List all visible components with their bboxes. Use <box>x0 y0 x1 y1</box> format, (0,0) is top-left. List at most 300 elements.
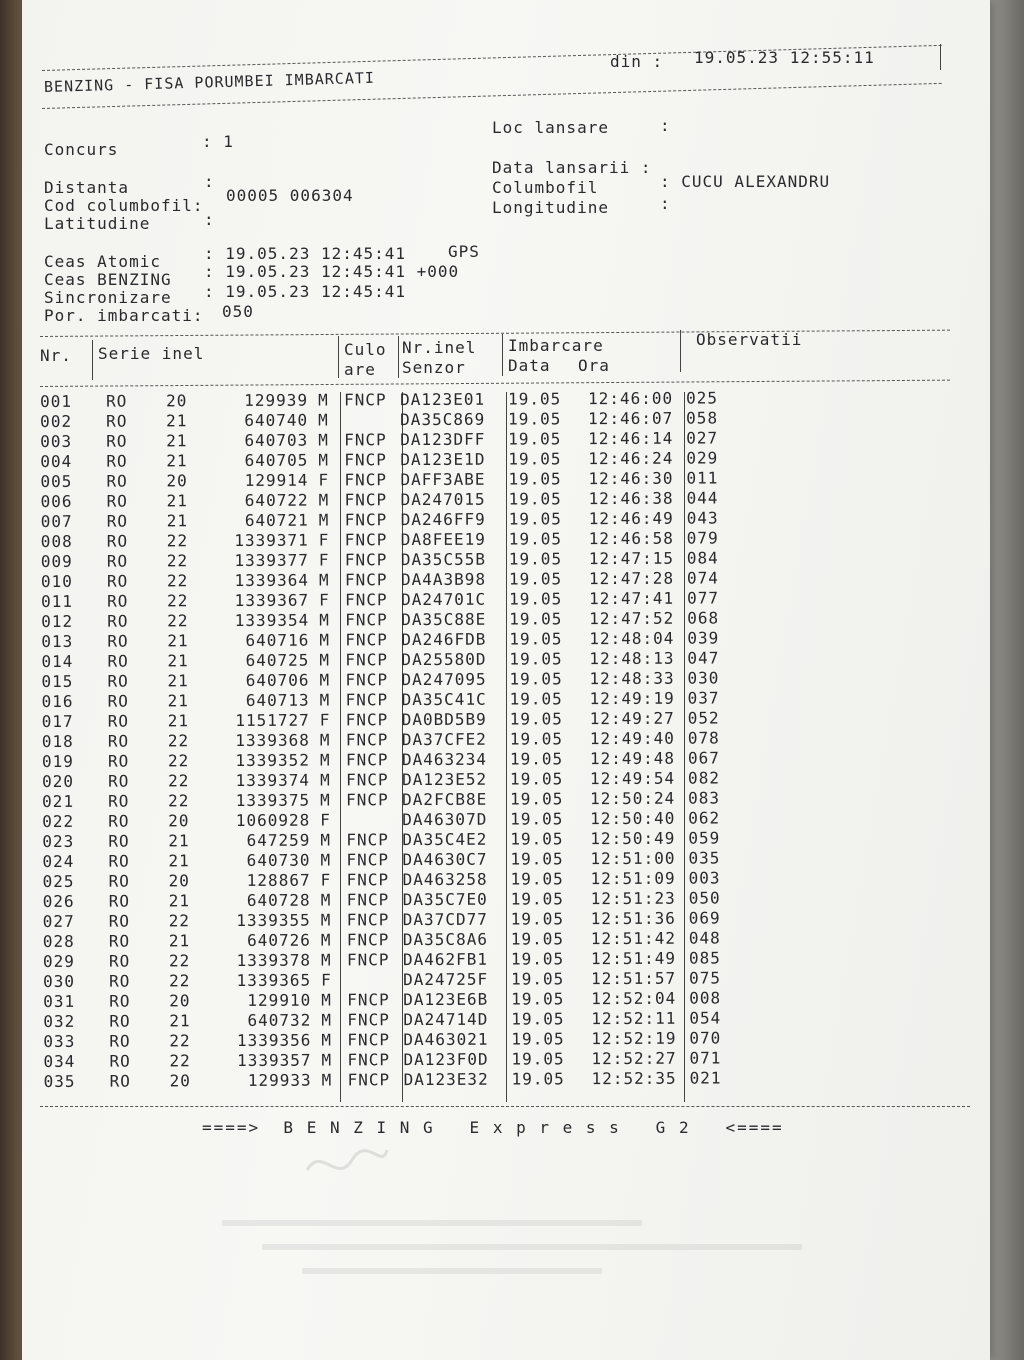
row-color: FNCP <box>345 590 388 610</box>
col-header-nr: Nr. <box>40 346 72 365</box>
row-color: FNCP <box>345 630 388 650</box>
row-year: 21 <box>166 431 188 451</box>
row-country: RO <box>105 391 128 411</box>
row-color: FNCP <box>345 690 389 710</box>
row-date: 19.05 <box>510 789 564 809</box>
row-color: FNCP <box>347 990 390 1010</box>
row-date: 19.05 <box>511 1029 565 1049</box>
row-sensor: DA123E01 <box>399 389 486 410</box>
row-sensor: DA24701C <box>401 589 487 610</box>
row-obs: 043 <box>686 508 719 528</box>
row-sex: M <box>319 610 330 630</box>
row-year: 20 <box>168 811 190 831</box>
row-ring: 129910 <box>247 990 312 1010</box>
row-nr: 005 <box>40 471 73 491</box>
row-sensor: DA35C7E0 <box>402 889 488 910</box>
row-nr: 016 <box>41 691 74 711</box>
row-country: RO <box>109 1051 131 1071</box>
row-date: 19.05 <box>510 889 564 909</box>
row-sensor: DA46307D <box>402 809 488 830</box>
row-time: 12:46:00 <box>587 388 674 409</box>
row-sensor: DA463021 <box>403 1029 489 1050</box>
col-header-culoare-2: are <box>344 360 376 379</box>
row-date: 19.05 <box>510 949 565 969</box>
row-year: 21 <box>168 931 191 951</box>
row-year: 22 <box>167 611 189 631</box>
row-time: 12:52:04 <box>591 988 677 1009</box>
row-sex: F <box>318 550 330 570</box>
row-country: RO <box>109 1011 131 1031</box>
row-ring: 1339354 <box>234 610 310 630</box>
row-color: FNCP <box>347 1050 391 1070</box>
concurs-label: Concurs <box>44 140 119 159</box>
row-time: 12:51:00 <box>590 848 676 869</box>
data-lansarii-label: Data lansarii : <box>492 158 652 177</box>
row-year: 22 <box>166 531 189 551</box>
din-value: 19.05.23 12:55:11 <box>694 48 875 67</box>
col-divider-4 <box>502 334 503 376</box>
row-country: RO <box>106 451 128 471</box>
row-sex: M <box>321 1050 333 1070</box>
row-obs: 037 <box>687 688 720 708</box>
row-obs: 021 <box>689 1068 722 1088</box>
row-obs: 071 <box>689 1048 722 1068</box>
row-year: 21 <box>169 1011 191 1031</box>
row-date: 19.05 <box>508 569 563 589</box>
row-time: 12:46:07 <box>588 408 674 429</box>
row-country: RO <box>107 691 129 711</box>
row-country: RO <box>108 831 130 851</box>
row-country: RO <box>106 471 128 491</box>
row-ring: 1339378 <box>236 950 312 970</box>
row-time: 12:46:38 <box>588 488 674 509</box>
row-ring: 640732 <box>247 1010 312 1030</box>
row-color: FNCP <box>345 670 389 690</box>
row-color: FNCP <box>346 870 390 890</box>
ceas-atomic-suffix: GPS <box>448 242 480 261</box>
row-nr: 010 <box>40 571 73 591</box>
row-ring: 640726 <box>247 930 311 950</box>
row-sex: M <box>319 650 331 670</box>
row-year: 21 <box>167 691 189 711</box>
row-year: 22 <box>168 791 190 811</box>
row-nr: 027 <box>42 911 75 931</box>
row-time: 12:49:48 <box>589 748 676 769</box>
report-title: BENZING - FISA PORUMBEI IMBARCATI <box>43 68 376 96</box>
row-sensor: DA246FF9 <box>400 509 486 530</box>
row-sensor: DA247095 <box>401 669 487 690</box>
row-sex: F <box>318 470 330 490</box>
row-country: RO <box>106 491 128 511</box>
row-ring: 640705 <box>244 450 309 470</box>
row-ring: 1339375 <box>235 790 311 810</box>
row-sensor: DA463258 <box>402 869 488 890</box>
row-time: 12:46:24 <box>588 448 674 469</box>
row-date: 19.05 <box>511 989 565 1009</box>
row-year: 20 <box>168 871 190 891</box>
row-ring: 640706 <box>245 670 310 690</box>
row-country: RO <box>109 1031 131 1051</box>
row-obs: 067 <box>687 748 720 768</box>
table-header-top-rule <box>40 330 950 337</box>
row-sex: M <box>319 750 331 770</box>
row-ring: 129914 <box>244 470 309 490</box>
row-time: 12:50:24 <box>590 788 676 809</box>
row-sex: M <box>320 910 332 930</box>
row-country: RO <box>108 811 130 831</box>
row-year: 21 <box>166 411 188 431</box>
row-time: 12:47:28 <box>588 568 675 589</box>
row-nr: 021 <box>42 791 75 811</box>
row-ring: 640728 <box>246 890 311 910</box>
row-color: FNCP <box>345 770 389 790</box>
row-country: RO <box>106 431 128 451</box>
row-color: FNCP <box>346 790 389 810</box>
row-sensor: DA35C55B <box>400 549 486 570</box>
row-country: RO <box>107 611 129 631</box>
row-year: 20 <box>166 471 188 491</box>
row-year: 22 <box>168 951 191 971</box>
row-sex: M <box>318 570 330 590</box>
row-color: FNCP <box>346 890 390 910</box>
longitudine-label: Longitudine <box>492 198 609 217</box>
row-time: 12:49:54 <box>589 768 676 789</box>
row-sensor: DA462FB1 <box>402 949 489 970</box>
row-country: RO <box>107 651 129 671</box>
row-date: 19.05 <box>509 709 563 729</box>
row-sensor: DA2FCB8E <box>402 789 488 810</box>
row-nr: 014 <box>41 651 74 671</box>
row-year: 21 <box>168 891 190 911</box>
ceas-atomic-label: Ceas Atomic <box>44 252 161 271</box>
row-obs: 084 <box>686 548 719 568</box>
row-sensor: DA0BD5B9 <box>401 709 487 730</box>
row-obs: 078 <box>687 728 720 748</box>
row-date: 19.05 <box>510 829 564 849</box>
row-year: 21 <box>167 651 189 671</box>
row-year: 20 <box>169 1071 191 1091</box>
row-sensor: DA24725F <box>403 969 489 990</box>
col-divider-3 <box>398 336 399 378</box>
row-sex: M <box>321 990 332 1010</box>
row-sex: M <box>319 670 331 690</box>
row-sex: M <box>321 1010 332 1030</box>
row-sensor: DA35C88E <box>401 609 487 630</box>
row-color: FNCP <box>345 650 388 670</box>
row-nr: 018 <box>41 731 74 751</box>
row-nr: 011 <box>41 591 74 611</box>
row-color: FNCP <box>346 930 390 950</box>
row-nr: 035 <box>43 1071 76 1091</box>
distanta-colon: : <box>204 172 215 191</box>
row-obs: 025 <box>685 388 718 408</box>
row-color: FNCP <box>346 850 390 870</box>
row-ring: 1339374 <box>235 770 311 790</box>
row-year: 22 <box>168 911 191 931</box>
row-sex: M <box>319 770 331 790</box>
row-date: 19.05 <box>509 749 564 769</box>
row-sex: F <box>320 810 331 830</box>
row-date: 19.05 <box>511 1069 565 1089</box>
row-color: FNCP <box>344 570 388 590</box>
row-ring: 1339371 <box>234 530 309 550</box>
col-divider-1 <box>92 340 93 380</box>
row-year: 21 <box>168 851 190 871</box>
row-obs: 054 <box>689 1008 722 1028</box>
row-country: RO <box>109 1071 131 1091</box>
row-time: 12:46:49 <box>588 508 674 529</box>
row-time: 12:49:40 <box>589 728 675 749</box>
din-label: din : <box>610 52 664 71</box>
row-time: 12:50:40 <box>590 808 676 829</box>
row-color: FNCP <box>344 450 387 470</box>
distanta-label: Distanta <box>44 178 130 197</box>
row-year: 21 <box>168 831 190 851</box>
row-sensor: DA123E52 <box>401 769 488 790</box>
desk-left <box>0 0 24 1360</box>
row-nr: 017 <box>41 711 74 731</box>
row-ring: 1339355 <box>236 910 311 930</box>
row-sex: F <box>321 970 332 990</box>
row-year: 22 <box>166 571 189 591</box>
row-time: 12:46:58 <box>588 528 674 549</box>
row-obs: 030 <box>687 668 720 688</box>
row-time: 12:48:33 <box>589 668 675 689</box>
row-time: 12:50:49 <box>590 828 676 849</box>
row-sensor: DA35C869 <box>400 409 486 430</box>
row-nr: 026 <box>42 891 75 911</box>
row-country: RO <box>107 771 130 791</box>
sincronizare-label: Sincronizare <box>44 288 172 307</box>
row-country: RO <box>106 571 129 591</box>
row-nr: 020 <box>41 771 74 791</box>
row-nr: 034 <box>43 1051 76 1071</box>
row-date: 19.05 <box>508 449 562 469</box>
row-sex: M <box>320 830 332 850</box>
row-date: 19.05 <box>508 489 562 509</box>
row-obs: 048 <box>688 928 721 948</box>
row-color: FNCP <box>347 1030 390 1050</box>
row-color: FNCP <box>345 730 389 750</box>
row-obs: 077 <box>687 588 720 608</box>
col-header-ora: Ora <box>578 356 610 375</box>
row-nr: 009 <box>40 551 73 571</box>
ceas-benzing-value: : 19.05.23 12:45:41 +000 <box>204 262 460 281</box>
row-nr: 033 <box>43 1031 76 1051</box>
loc-lansare-label: Loc lansare <box>492 118 609 137</box>
sincronizare-value: : 19.05.23 12:45:41 <box>204 282 407 301</box>
row-color: FNCP <box>344 530 388 550</box>
row-obs: 052 <box>687 708 720 728</box>
row-obs: 070 <box>689 1028 722 1048</box>
col-header-senzor: Senzor <box>402 358 466 377</box>
row-sensor: DA247015 <box>400 489 486 510</box>
row-date: 19.05 <box>509 589 563 609</box>
row-sex: M <box>318 430 329 450</box>
row-nr: 025 <box>42 871 75 891</box>
row-time: 12:51:49 <box>590 948 677 969</box>
row-sex: F <box>320 870 332 890</box>
row-year: 22 <box>166 551 189 571</box>
concurs-value: : 1 <box>202 132 234 151</box>
row-sex: M <box>320 950 332 970</box>
row-country: RO <box>108 951 131 971</box>
row-year: 22 <box>167 731 190 751</box>
row-sex: M <box>320 890 332 910</box>
row-year: 20 <box>169 991 191 1011</box>
columbofil-label: Columbofil <box>492 178 599 197</box>
ceas-benzing-label: Ceas BENZING <box>44 270 172 289</box>
row-sex: M <box>320 930 332 950</box>
row-year: 22 <box>169 1051 191 1071</box>
row-country: RO <box>106 551 129 571</box>
row-ring: 1339368 <box>235 730 310 750</box>
row-ring: 129933 <box>247 1070 312 1090</box>
row-nr: 024 <box>42 851 75 871</box>
row-sex: M <box>319 690 331 710</box>
row-date: 19.05 <box>511 1049 565 1069</box>
row-obs: 079 <box>686 528 719 548</box>
row-color: FNCP <box>347 1010 390 1030</box>
row-nr: 012 <box>41 611 74 631</box>
row-ring: 1339356 <box>236 1030 312 1050</box>
row-sensor: DA463234 <box>401 749 488 770</box>
header-right-bar <box>940 44 941 70</box>
row-obs: 050 <box>688 888 721 908</box>
row-time: 12:49:27 <box>589 708 675 729</box>
row-date: 19.05 <box>508 509 562 529</box>
row-year: 22 <box>167 591 189 611</box>
row-nr: 013 <box>41 631 74 651</box>
row-obs: 027 <box>686 428 719 448</box>
col-header-nr-inel: Nr.inel <box>402 338 477 357</box>
row-time: 12:52:27 <box>591 1048 677 1069</box>
row-sex: F <box>318 530 330 550</box>
row-country: RO <box>109 991 131 1011</box>
row-date: 19.05 <box>510 929 565 949</box>
row-country: RO <box>107 671 129 691</box>
row-sensor: DA123F0D <box>403 1049 489 1070</box>
col-divider-2 <box>338 336 339 378</box>
row-ring: 640722 <box>244 490 309 510</box>
row-sex: M <box>317 390 329 410</box>
row-time: 12:51:57 <box>591 968 677 989</box>
row-obs: 075 <box>689 968 722 988</box>
row-sex: M <box>320 850 332 870</box>
row-year: 21 <box>167 711 190 731</box>
desk-right <box>984 0 1024 1360</box>
row-sex: M <box>318 510 330 530</box>
loc-lansare-colon: : <box>660 116 671 135</box>
row-date: 19.05 <box>509 609 563 629</box>
row-sensor: DA246FDB <box>401 629 487 650</box>
row-country: RO <box>109 971 131 991</box>
row-sensor: DA4630C7 <box>402 849 488 870</box>
row-sex: M <box>318 410 329 430</box>
row-time: 12:48:13 <box>589 648 675 669</box>
row-sex: M <box>318 490 330 510</box>
col-header-serie-inel: Serie inel <box>98 344 205 363</box>
col-header-culoare-1: Culo <box>344 340 387 359</box>
col-header-observatii: Observatii <box>696 330 803 349</box>
row-date: 19.05 <box>509 689 563 709</box>
row-ring: 1339377 <box>234 550 309 570</box>
row-sensor: DA35C41C <box>401 689 487 710</box>
bleed-through-signature <box>302 1140 392 1190</box>
row-date: 19.05 <box>508 409 562 429</box>
table-bottom-rule <box>40 1106 970 1107</box>
row-year: 22 <box>167 751 190 771</box>
table-header-bottom-rule <box>40 380 950 387</box>
data-divider-time <box>684 392 685 1102</box>
row-year: 21 <box>166 511 188 531</box>
por-imbarcati-value: 050 <box>222 302 254 321</box>
row-date: 19.05 <box>509 649 563 669</box>
row-time: 12:47:15 <box>588 548 674 569</box>
row-nr: 032 <box>43 1011 76 1031</box>
row-ring: 1339367 <box>234 590 310 610</box>
row-color: FNCP <box>346 950 390 970</box>
row-color: FNCP <box>344 490 388 510</box>
row-country: RO <box>107 631 129 651</box>
row-country: RO <box>107 591 129 611</box>
row-time: 12:48:04 <box>589 628 675 649</box>
row-color: FNCP <box>346 910 390 930</box>
row-nr: 031 <box>43 991 76 1011</box>
row-obs: 059 <box>688 828 721 848</box>
row-country: RO <box>106 411 128 431</box>
row-ring: 640740 <box>244 410 309 430</box>
row-date: 19.05 <box>510 809 564 829</box>
row-obs: 074 <box>686 568 719 588</box>
row-nr: 006 <box>40 491 73 511</box>
row-date: 19.05 <box>510 869 564 889</box>
row-date: 19.05 <box>508 469 562 489</box>
row-ring: 640703 <box>244 430 309 450</box>
latitudine-colon: : <box>204 210 215 229</box>
row-time: 12:51:36 <box>590 908 676 929</box>
row-sensor: DA123E32 <box>403 1069 489 1090</box>
row-date: 19.05 <box>509 629 563 649</box>
row-sex: M <box>318 450 330 470</box>
row-date: 19.05 <box>510 849 564 869</box>
row-sensor: DAFF3ABE <box>400 469 486 490</box>
row-time: 12:52:11 <box>591 1008 677 1029</box>
row-country: RO <box>106 531 129 551</box>
row-color: FNCP <box>344 430 387 450</box>
row-country: RO <box>107 731 130 751</box>
row-obs: 062 <box>688 808 721 828</box>
row-sensor: DA123E6B <box>403 989 489 1010</box>
data-divider-sex <box>340 392 341 1102</box>
row-obs: 083 <box>688 788 721 808</box>
row-nr: 022 <box>42 811 75 831</box>
row-year: 20 <box>165 391 188 411</box>
row-nr: 004 <box>40 451 73 471</box>
row-sensor: DA25580D <box>401 649 487 670</box>
row-sensor: DA123DFF <box>400 429 486 450</box>
row-ring: 1060928 <box>235 810 311 830</box>
data-rows <box>40 388 722 1092</box>
row-year: 21 <box>166 451 188 471</box>
row-date: 19.05 <box>508 549 563 569</box>
row-country: RO <box>108 791 130 811</box>
row-ring: 129939 <box>244 390 309 410</box>
row-sensor: DA35C4E2 <box>402 829 488 850</box>
row-ring: 640716 <box>245 630 310 650</box>
row-sex: M <box>320 790 331 810</box>
row-year: 22 <box>169 1031 191 1051</box>
